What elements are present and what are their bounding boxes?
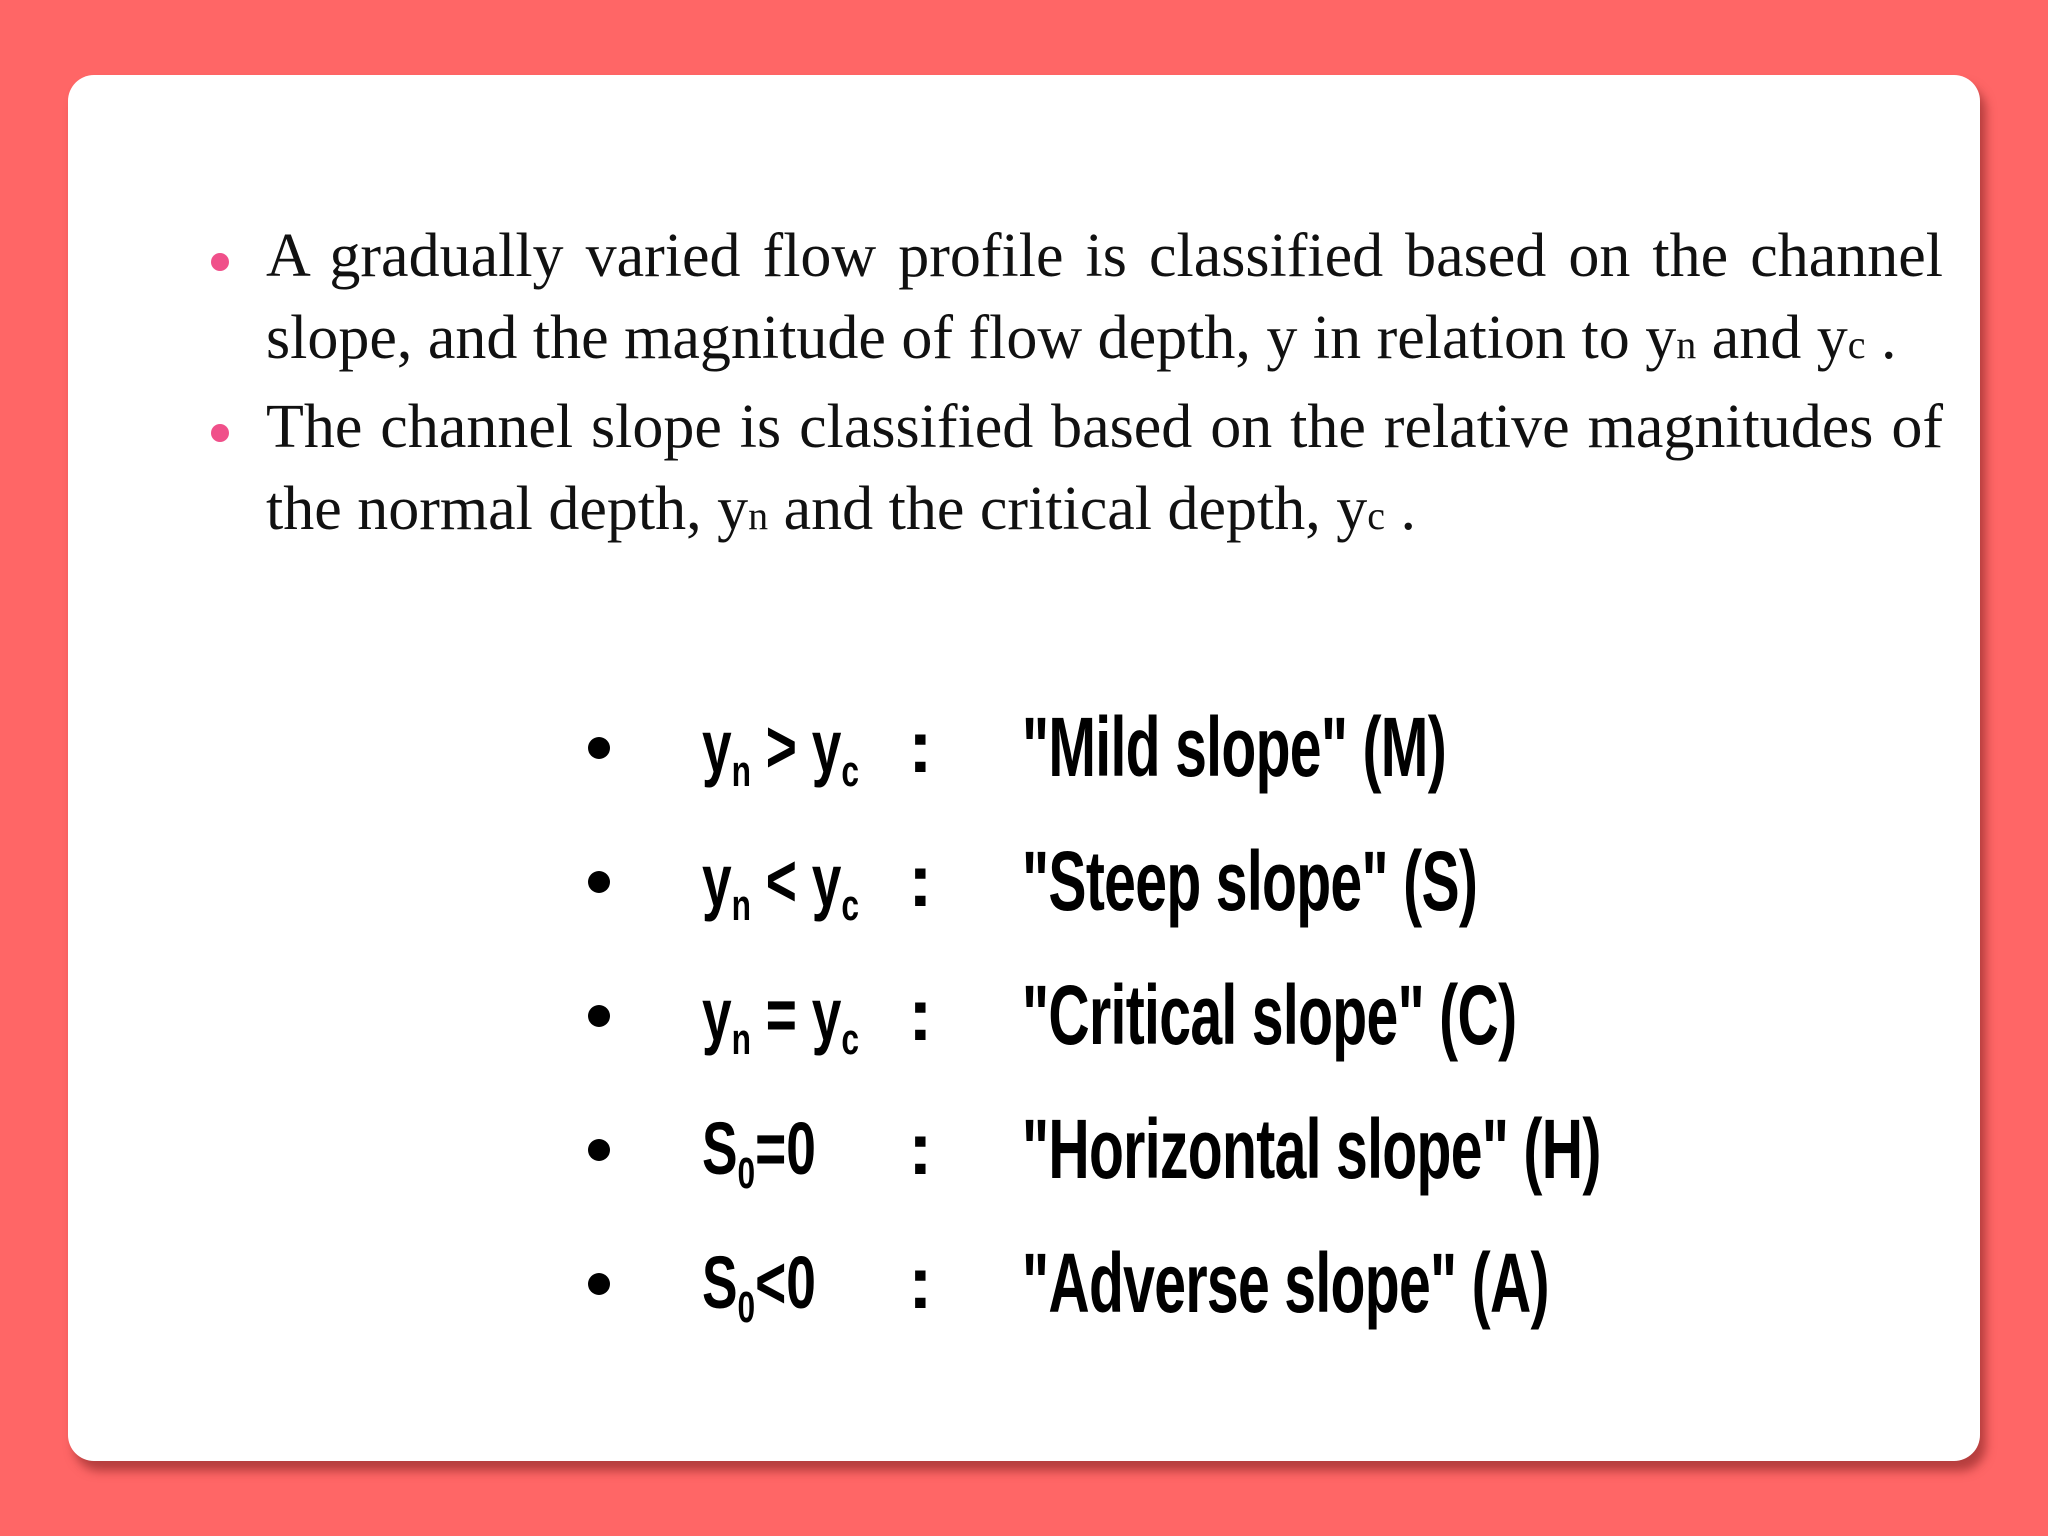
bullet-dot [588,871,610,893]
condition-base: S [702,1107,738,1190]
slope-label: "Horizontal slope" (H) [1022,1102,1601,1196]
subscript-c: c [1847,322,1866,367]
condition-subscript: c [841,1015,859,1064]
bullet-dot [588,1273,610,1295]
condition-subscript: n [731,1015,751,1064]
colon: : [908,973,933,1056]
colon: : [908,1107,933,1190]
slope-label: "Mild slope" (M) [1022,700,1447,794]
text-run: A gradually varied flow profile is classified based on the channel slope, and the magnitude of flow depth, y in relation to y [266,222,1943,372]
text-run: . [1385,475,1416,543]
condition [702,699,859,795]
subscript-n: n [748,493,769,538]
colon: : [908,705,933,788]
condition-subscript: n [731,747,751,796]
condition-subscript: c [841,747,859,796]
slope-row-mild [588,699,1648,833]
slope-row-horizontal [588,1101,1648,1235]
colon: : [908,839,933,922]
condition-base: y [702,705,732,788]
condition-base: y [702,839,732,922]
bullet-dot [588,1005,610,1027]
condition [702,833,859,929]
condition-operator: < [750,839,812,922]
condition-base: y [811,839,842,922]
condition [702,1101,816,1197]
condition-base: S [702,1241,738,1324]
subscript-n: n [1676,322,1697,367]
bullet-dot [588,1139,610,1161]
condition-subscript: 0 [737,1283,756,1332]
condition-operator: =0 [755,1107,816,1190]
condition-base: y [811,973,842,1056]
slope-row-critical [588,967,1648,1101]
text-run: and the critical depth, y [768,475,1368,543]
bullet-dot [588,737,610,759]
text-run: and y [1696,304,1848,372]
slope-label: "Critical slope" (C) [1022,968,1517,1062]
slope-classification-list [588,699,1648,1369]
slope-row-steep [588,833,1648,967]
condition-subscript: c [841,881,859,930]
condition [702,967,859,1063]
intro-bullet-2 [198,386,1943,557]
subscript-c: c [1367,493,1385,538]
intro-bullet-1 [198,215,1943,386]
condition-operator: = [750,973,812,1056]
slope-row-adverse [588,1235,1648,1369]
slide-card [68,75,1980,1461]
condition [702,1235,816,1331]
condition-subscript: 0 [737,1149,756,1198]
condition-operator: <0 [755,1241,816,1324]
condition-operator: > [750,705,812,788]
condition-subscript: n [731,881,751,930]
condition-base: y [702,973,732,1056]
text-run: The channel slope is classified based on the relative magnitudes of the normal depth, y [266,393,1943,543]
condition-base: y [811,705,842,788]
slope-label: "Steep slope" (S) [1022,834,1478,928]
text-run: . [1865,304,1897,372]
colon: : [908,1241,933,1324]
slope-label: "Adverse slope" (A) [1022,1236,1549,1330]
intro-bullet-list [198,215,1943,557]
